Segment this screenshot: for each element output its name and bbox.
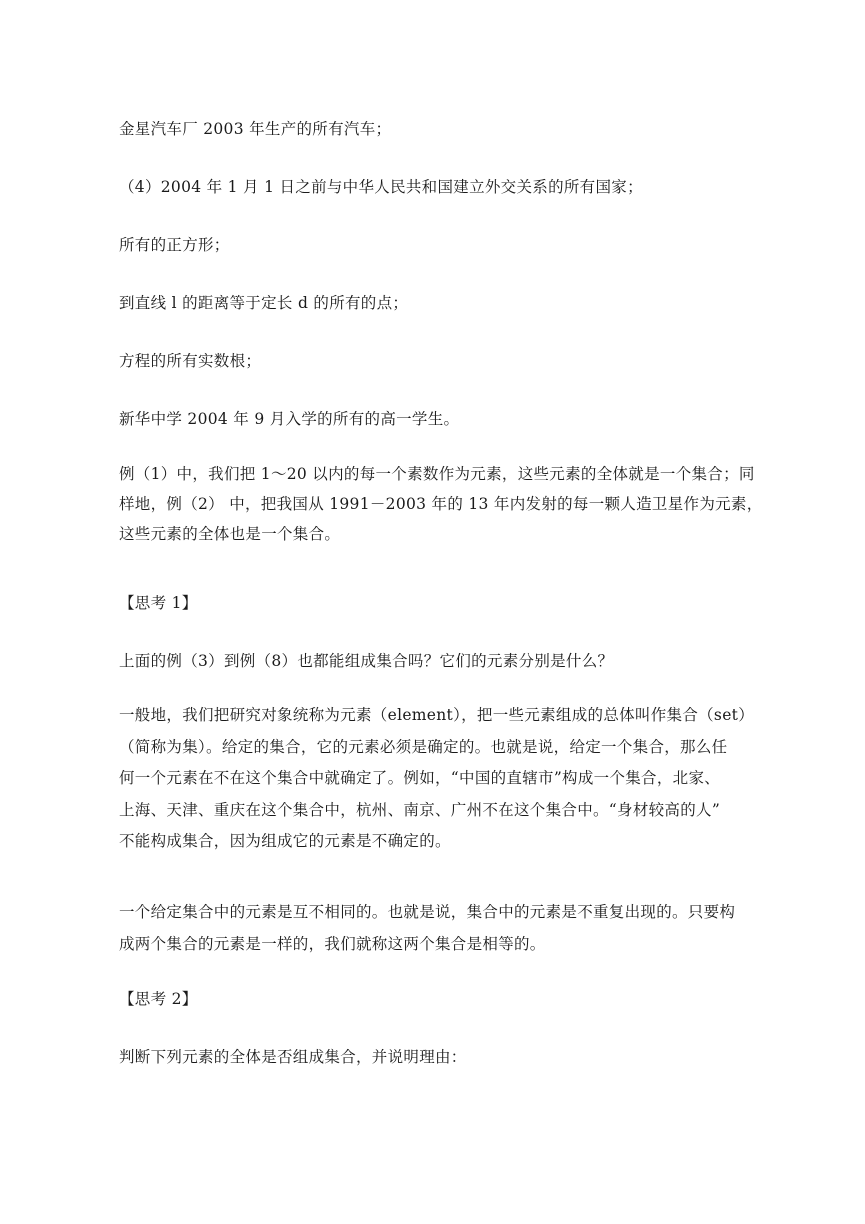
think2-heading: 【思考 2】 <box>119 990 198 1008</box>
think1-question: 上面的例（3）到例（8）也都能组成集合吗？它们的元素分别是什么？ <box>119 652 614 670</box>
think1-heading: 【思考 1】 <box>119 594 198 612</box>
list-item: （4）2004 年 1 月 1 日之前与中华人民共和国建立外交关系的所有国家； <box>119 178 643 196</box>
example-paragraph: 例（1）中，我们把 1～20 以内的每一个素数作为元素，这些元素的全体就是一个集合；同 样地，例（2） 中，把我国从 1991－2003 年的 13 年内发射的每一颗人造卫星作为元素， 这些元素的全体也是一个集合。 <box>119 465 763 543</box>
list-item: 所有的正方形； <box>119 236 230 254</box>
list-item: 金星汽车厂 2003 年生产的所有汽车； <box>119 120 392 138</box>
list-item: 方程的所有实数根； <box>119 352 262 370</box>
definition-paragraph: 一般地，我们把研究对象统称为元素（element），把一些元素组成的总体叫作集合（set） （简称为集）。给定的集合，它的元素必须是确定的。也就是说，给定一个集合，那么任 何一个元素在不在这个集合中就确定了。例如，“中国的直辖市”构成一个集合，北家、 上海、天津、重庆在这个集合中，杭州、南京、广州不在这个集合中。“身材较高的人” 不能构成集合，因为组成它的元素是不确定的。 <box>119 706 754 850</box>
list-item: 新华中学 2004 年 9 月入学的所有的高一学生。 <box>119 410 460 428</box>
list-item: 到直线 l 的距离等于定长 d 的所有的点； <box>119 294 409 312</box>
think2-question: 判断下列元素的全体是否组成集合，并说明理由： <box>119 1048 467 1066</box>
distinct-elements-paragraph: 一个给定集合中的元素是互不相同的。也就是说，集合中的元素是不重复出现的。只要构 成两个集合的元素是一样的，我们就称这两个集合是相等的。 <box>119 903 736 953</box>
